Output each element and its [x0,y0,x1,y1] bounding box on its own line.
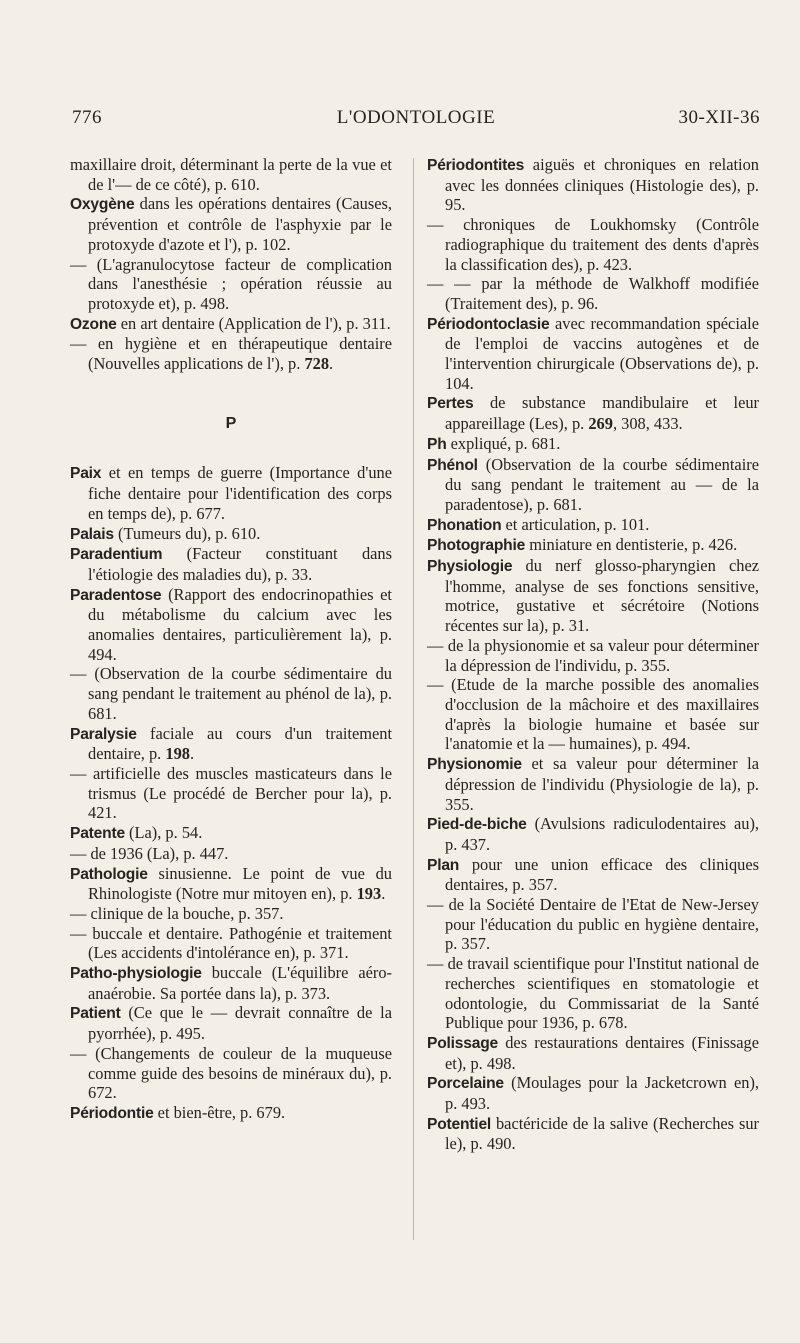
entry-text: et articulation, p. 101. [501,514,650,534]
index-entry [70,724,392,764]
entry-keyword: Physiologie [427,558,513,576]
entry-text: et en temps de guerre (Importance d'une fiche dentaire pour l'identification des corps en temps de), p. 677. [88,463,392,523]
entry-text: — (L'agranulocytose facteur de complication dans l'anesthésie ; opération réussie au protoxyde et), p. 498. [70,254,392,313]
entry-text: avec recommandation spéciale de l'emploi de vaccins autogènes et de l'intervention chirurgicale (Observations de), p. 104. [445,313,759,393]
index-entry [427,814,759,854]
index-entry [70,924,392,963]
index-entry [427,535,759,556]
index-entry [427,636,759,675]
entry-keyword: Oxygène [70,196,135,214]
index-entry [427,434,759,455]
entry-keyword: Pertes [427,395,474,413]
entry-text: bactéricide de la salive (Recherches sur le), p. 490. [445,1113,759,1154]
entry-text: — de la Société Dentaire de l'Etat de New-Jersey pour l'éducation du public en hygiène dentaire, p. 357. [427,895,759,954]
entry-text: (Avulsions radiculodentaires au), p. 437. [445,814,759,854]
entry-keyword: Paix [70,465,102,483]
index-entry [70,1044,392,1103]
index-entry [427,274,759,313]
entry-text: — artificielle des muscles masticateurs dans le trismus (Le procédé de Bercher pour la), p. 421. [70,763,392,823]
entry-keyword: Paralysie [70,725,137,743]
entry-text: (La), p. 54. [124,823,203,843]
entry-text: — (Etude de la marche possible des anomalies d'occlusion de la mâchoire et des maxillaires d'après la biologie humaine et basée sur l'anatomie et la — humaines), p. 494. [427,675,759,754]
entry-text: (Moulages pour la Jacketcrown en), p. 493. [445,1073,759,1114]
entry-text: — de la physionomie et sa valeur pour déterminer la dépression de l'individu, p. 355. [427,635,759,675]
index-entry [427,455,759,515]
entry-text-suffix: . [189,744,195,764]
entry-text: (Tumeurs du), p. 610. [113,523,261,543]
index-entry [70,194,392,254]
entry-text: buccale (L'équilibre aéro-anaérobie. Sa portée dans la), p. 373. [88,963,392,1003]
entry-bold-page: 269 [588,414,613,434]
index-entry [427,393,759,433]
entry-text: aiguës et chroniques en relation avec les données cliniques (Histologie des), p. 95. [445,155,759,215]
entry-text: — chroniques de Loukhomsky (Contrôle radiographique du traitement des dents d'après la classification des), p. 423. [427,215,759,274]
index-entry [70,155,392,194]
column-divider [413,158,414,1240]
index-entry [70,1103,392,1124]
entry-text: — (Changements de couleur de la muqueuse comme guide des besoins de minéraux du), p. 672. [70,1043,392,1103]
entry-text: expliqué, p. 681. [446,433,561,453]
entry-text-suffix: . [381,884,386,904]
entry-keyword: Polissage [427,1034,499,1052]
entry-text: dans les opérations dentaires (Causes, prévention et contrôle de l'asphyxie par le protoxyde d'azote et l'), p. 102. [88,194,392,254]
index-entry [70,664,392,723]
index-entry [70,314,392,335]
entry-text: — (Observation de la courbe sédimentaire du sang pendant le traitement au phénol de la), p. 681. [70,664,392,723]
entry-keyword: Paradentose [70,586,162,604]
entry-keyword: Photographie [427,537,526,555]
entry-keyword: Phénol [427,456,478,474]
index-entry [427,515,759,536]
entry-keyword: Plan [427,856,460,874]
entry-text: (Ce que le — devrait connaître de la pyorrhée), p. 495. [88,1003,392,1044]
entry-text: — clinique de la bouche, p. 357. [70,903,284,923]
entry-keyword: Paradentium [70,546,163,564]
index-entry [427,155,759,215]
index-entry [427,1033,759,1073]
entry-text: pour une union efficace des cliniques dentaires, p. 357. [445,854,759,895]
index-entry [427,314,759,394]
index-entry [427,675,759,754]
index-entry [70,334,392,373]
entry-text: — de 1936 (La), p. 447. [70,843,229,863]
index-entry [427,754,759,814]
entry-keyword: Porcelaine [427,1075,504,1093]
entry-keyword: Périodontie [70,1104,154,1122]
entry-text: du nerf glosso-pharyngien chez l'homme, analyse de ses fonctions sensitive, motrice, gustative et sécrétoire (Notions récentes sur la), p. 31. [445,556,759,636]
entry-keyword: Physionomie [427,756,522,774]
entry-text: et sa valeur pour déterminer la dépression de l'individu (Physiologie de la), p. 355. [445,754,759,814]
entry-text: miniature en dentisterie, p. 426. [525,535,738,555]
entry-keyword: Périodontites [427,157,525,174]
entry-text: faciale au cours d'un traitement dentaire, p. [88,723,392,764]
entry-text: — en hygiène et en thérapeutique dentaire (Nouvelles applications de l'), p. [70,334,392,374]
index-entry [427,556,759,636]
entry-bold-page: 728 [304,354,330,374]
entry-text: des restaurations dentaires (Finissage et), p. 498. [445,1032,759,1073]
running-title: L'ODONTOLOGIE [336,107,496,128]
index-entry [70,524,392,545]
entry-text: (Rapport des endocrinopathies et du métabolisme du calcium avec les anomalies dentaires, particulièrement la), p. 494. [88,584,392,664]
entry-text-suffix: , 308, 433. [612,414,683,434]
entry-text: sinusienne. Le point de vue du Rhinologiste (Notre mur mitoyen en), p. [88,863,392,904]
entry-text: — — par la méthode de Walkhoff modifiée (Traitement des), p. 96. [427,274,759,313]
index-entry [70,255,392,314]
index-entry [427,895,759,954]
entry-keyword: Potentiel [427,1115,492,1133]
entry-keyword: Palais [70,525,114,543]
entry-text: maxillaire droit, déterminant la perte de la vue et de l'— de ce côté), p. 610. [70,155,392,194]
index-entry [427,215,759,274]
entry-bold-page: 193 [356,884,382,904]
index-entry [70,544,392,584]
entry-keyword: Ph [427,435,447,453]
index-column-left [70,155,392,1124]
index-entry [427,1073,759,1113]
entry-text: (Observation de la courbe sédimentaire du sang pendant le traitement au — de la paradentose), p. 681. [445,454,759,514]
index-entry [70,904,392,924]
index-entry [70,1003,392,1043]
index-entry [70,585,392,665]
entry-keyword: Pathologie [70,865,148,883]
entry-keyword: Patient [70,1005,121,1023]
index-entry [70,463,392,523]
entry-text: et bien-être, p. 679. [153,1102,286,1122]
entry-keyword: Patho-physiologie [70,965,202,983]
index-entry [427,855,759,895]
entry-keyword: Ozone [70,315,117,333]
entry-text: en art dentaire (Application de l'), p. 311. [116,313,391,333]
entry-keyword: Périodontoclasie [427,315,550,333]
entry-keyword: Pied-de-biche [427,816,527,834]
index-entry [70,844,392,864]
entry-text: (Facteur constituant dans l'étiologie des maladies du), p. 33. [88,544,392,584]
entry-text: de substance mandibulaire et leur appareillage (Les), p. [445,393,759,434]
entry-text: — buccale et dentaire. Pathogénie et traitement (Les accidents d'intolérance en), p. 371. [70,923,392,963]
index-entry [427,1114,759,1154]
entry-keyword: Patente [70,825,125,843]
section-letter: P [225,414,237,432]
index-entry [70,823,392,844]
entry-text: — de travail scientifique pour l'Institut national de recherches scientifiques en stomatologie et odontologie, du Commissariat de la Santé Publique pour 1936, p. 678. [427,954,759,1033]
entry-text-suffix: . [329,354,334,374]
index-column-right [427,155,759,1154]
issue-date: 30-XII-36 [678,107,760,128]
index-entry [70,963,392,1003]
entry-keyword: Phonation [427,516,502,534]
page-header [72,107,760,133]
entry-bold-page: 198 [165,744,190,764]
index-entry [427,954,759,1033]
page-number: 776 [72,107,102,128]
index-entry [70,764,392,823]
index-entry [70,864,392,904]
